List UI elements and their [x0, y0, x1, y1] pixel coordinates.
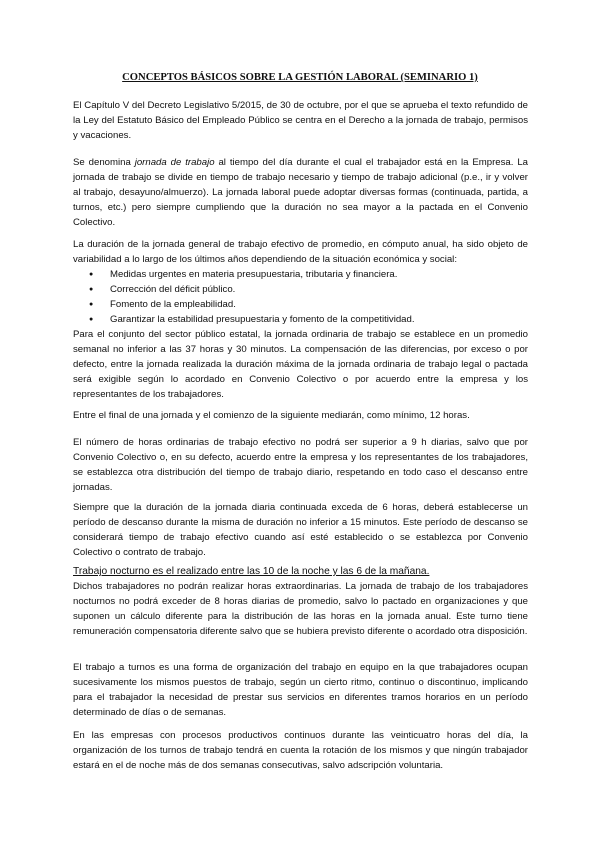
paragraph-jornada-definition — [73, 155, 528, 230]
bullet-list — [73, 267, 528, 327]
list-item: ● Garantizar la estabilidad presupuestaria y fomento de la competitividad. — [73, 312, 528, 327]
list-item: ● Fomento de la empleabilidad. — [73, 297, 528, 312]
text-run: al tiempo del día durante el cual el trabajador está en la Empresa. La jornada de trabajo se divide en tiempo de trabajo necesario y tiempo de trabajo adicional (p.e., ir y volver al trabajo, desayuno/almuerzo). La jornada laboral puede adoptar diversas formas (continuada, partida, a turnos, etc.) pero siempre cumpliendo que la duración no sea mayor a la pactada en el Convenio Colectivo. — [73, 157, 528, 229]
paragraph-horas-ordinarias — [73, 435, 528, 495]
paragraph-intro — [73, 98, 528, 143]
paragraph-text: Dichos trabajadores no podrán realizar horas extraordinarias. La jornada de trabajo de los trabajadores nocturnos no podrá exceder de 8 horas diarias de promedio, salvo lo pactado en organizaciones y que suponen un cálculo diferente para la distribución de las horas en la jornada anual. Este turno tiene remuneración compensatoria diferente salvo que se hubiera previsto diferente o acordado otra disposición. — [73, 581, 528, 638]
paragraph-text: En las empresas con procesos productivos continuos durante las veinticuatro horas del día, la organización de los turnos de trabajo tendrá en cuenta la rotación de los mismos y que ningún trabajador estará en el de noche más de dos semanas consecutivas, salvo adscripción voluntaria. — [73, 730, 528, 772]
paragraph-pausa — [73, 500, 528, 560]
paragraph-trabajo-turnos — [73, 660, 528, 720]
text-run: Se denomina — [73, 157, 135, 168]
italic-term: jornada de trabajo — [134, 157, 215, 168]
list-item: ● Medidas urgentes en materia presupuestaria, tributaria y financiera. — [73, 267, 528, 282]
page-title: CONCEPTOS BÁSICOS SOBRE LA GESTIÓN LABORAL (SEMINARIO 1) — [122, 72, 478, 83]
paragraph-text: La duración de la jornada general de trabajo efectivo de promedio, en cómputo anual, ha sido objeto de variabilidad a lo largo de los últimos años dependiendo de la situación económica y social: — [73, 239, 528, 266]
paragraph-text: Siempre que la duración de la jornada diaria continuada exceda de 6 horas, deberá establecerse un período de descanso durante la misma de duración no inferior a 15 minutos. Este período de descanso se considerará tiempo de trabajo efectivo cuando así esté establecido o se establezca por Convenio Colectivo o contrato de trabajo. — [73, 502, 528, 559]
section-trabajo-nocturno — [73, 564, 528, 639]
paragraph-text: Para el conjunto del sector público estatal, la jornada ordinaria de trabajo se establece en un promedio semanal no inferior a las 37 horas y 30 minutos. La compensación de las diferencias, por exceso o por defecto, entre la jornada realizada la duración máxima de la jornada ordinaria de trabajo legal o pactada será exigible según lo acordado en Convenio Colectivo o por acuerdo entre la empresa y los representantes de los trabajadores. — [73, 329, 528, 401]
paragraph-text — [73, 155, 528, 230]
paragraph-text: El Capítulo V del Decreto Legislativo 5/2015, de 30 de octubre, por el que se aprueba el texto refundido de la Ley del Estatuto Básico del Empleado Público se centra en el Derecho a la jornada de trabajo, permisos y vacaciones. — [73, 100, 528, 142]
paragraph-duracion — [73, 237, 528, 328]
paragraph-text: El trabajo a turnos es una forma de organización del trabajo en equipo en la que trabajadores ocupan sucesivamente los mismos puestos de trabajo, según un cierto ritmo, continuo o discontinuo, implicando para el trabajador la necesidad de prestar sus servicios en diferentes tramos horarios en un período determinado de días o de semanas. — [73, 662, 528, 719]
paragraph-procesos-continuos — [73, 728, 528, 773]
list-item: ● Corrección del déficit público. — [73, 282, 528, 297]
paragraph-descanso-jornadas — [73, 408, 528, 423]
paragraph-sector-publico — [73, 327, 528, 402]
paragraph-text: El número de horas ordinarias de trabajo efectivo no podrá ser superior a 9 h diarias, salvo que por Convenio Colectivo o, en su defecto, acuerdo entre la empresa y los representantes de los trabajadores, se establezca otra distribución del tiempo de trabajo diario, respetando en todo caso el descanso entre jornadas. — [73, 437, 528, 494]
night-work-heading: Trabajo nocturno es el realizado entre las 10 de la noche y las 6 de la mañana. — [73, 566, 430, 577]
paragraph-text: Entre el final de una jornada y el comienzo de la siguiente mediarán, como mínimo, 12 horas. — [73, 410, 470, 421]
